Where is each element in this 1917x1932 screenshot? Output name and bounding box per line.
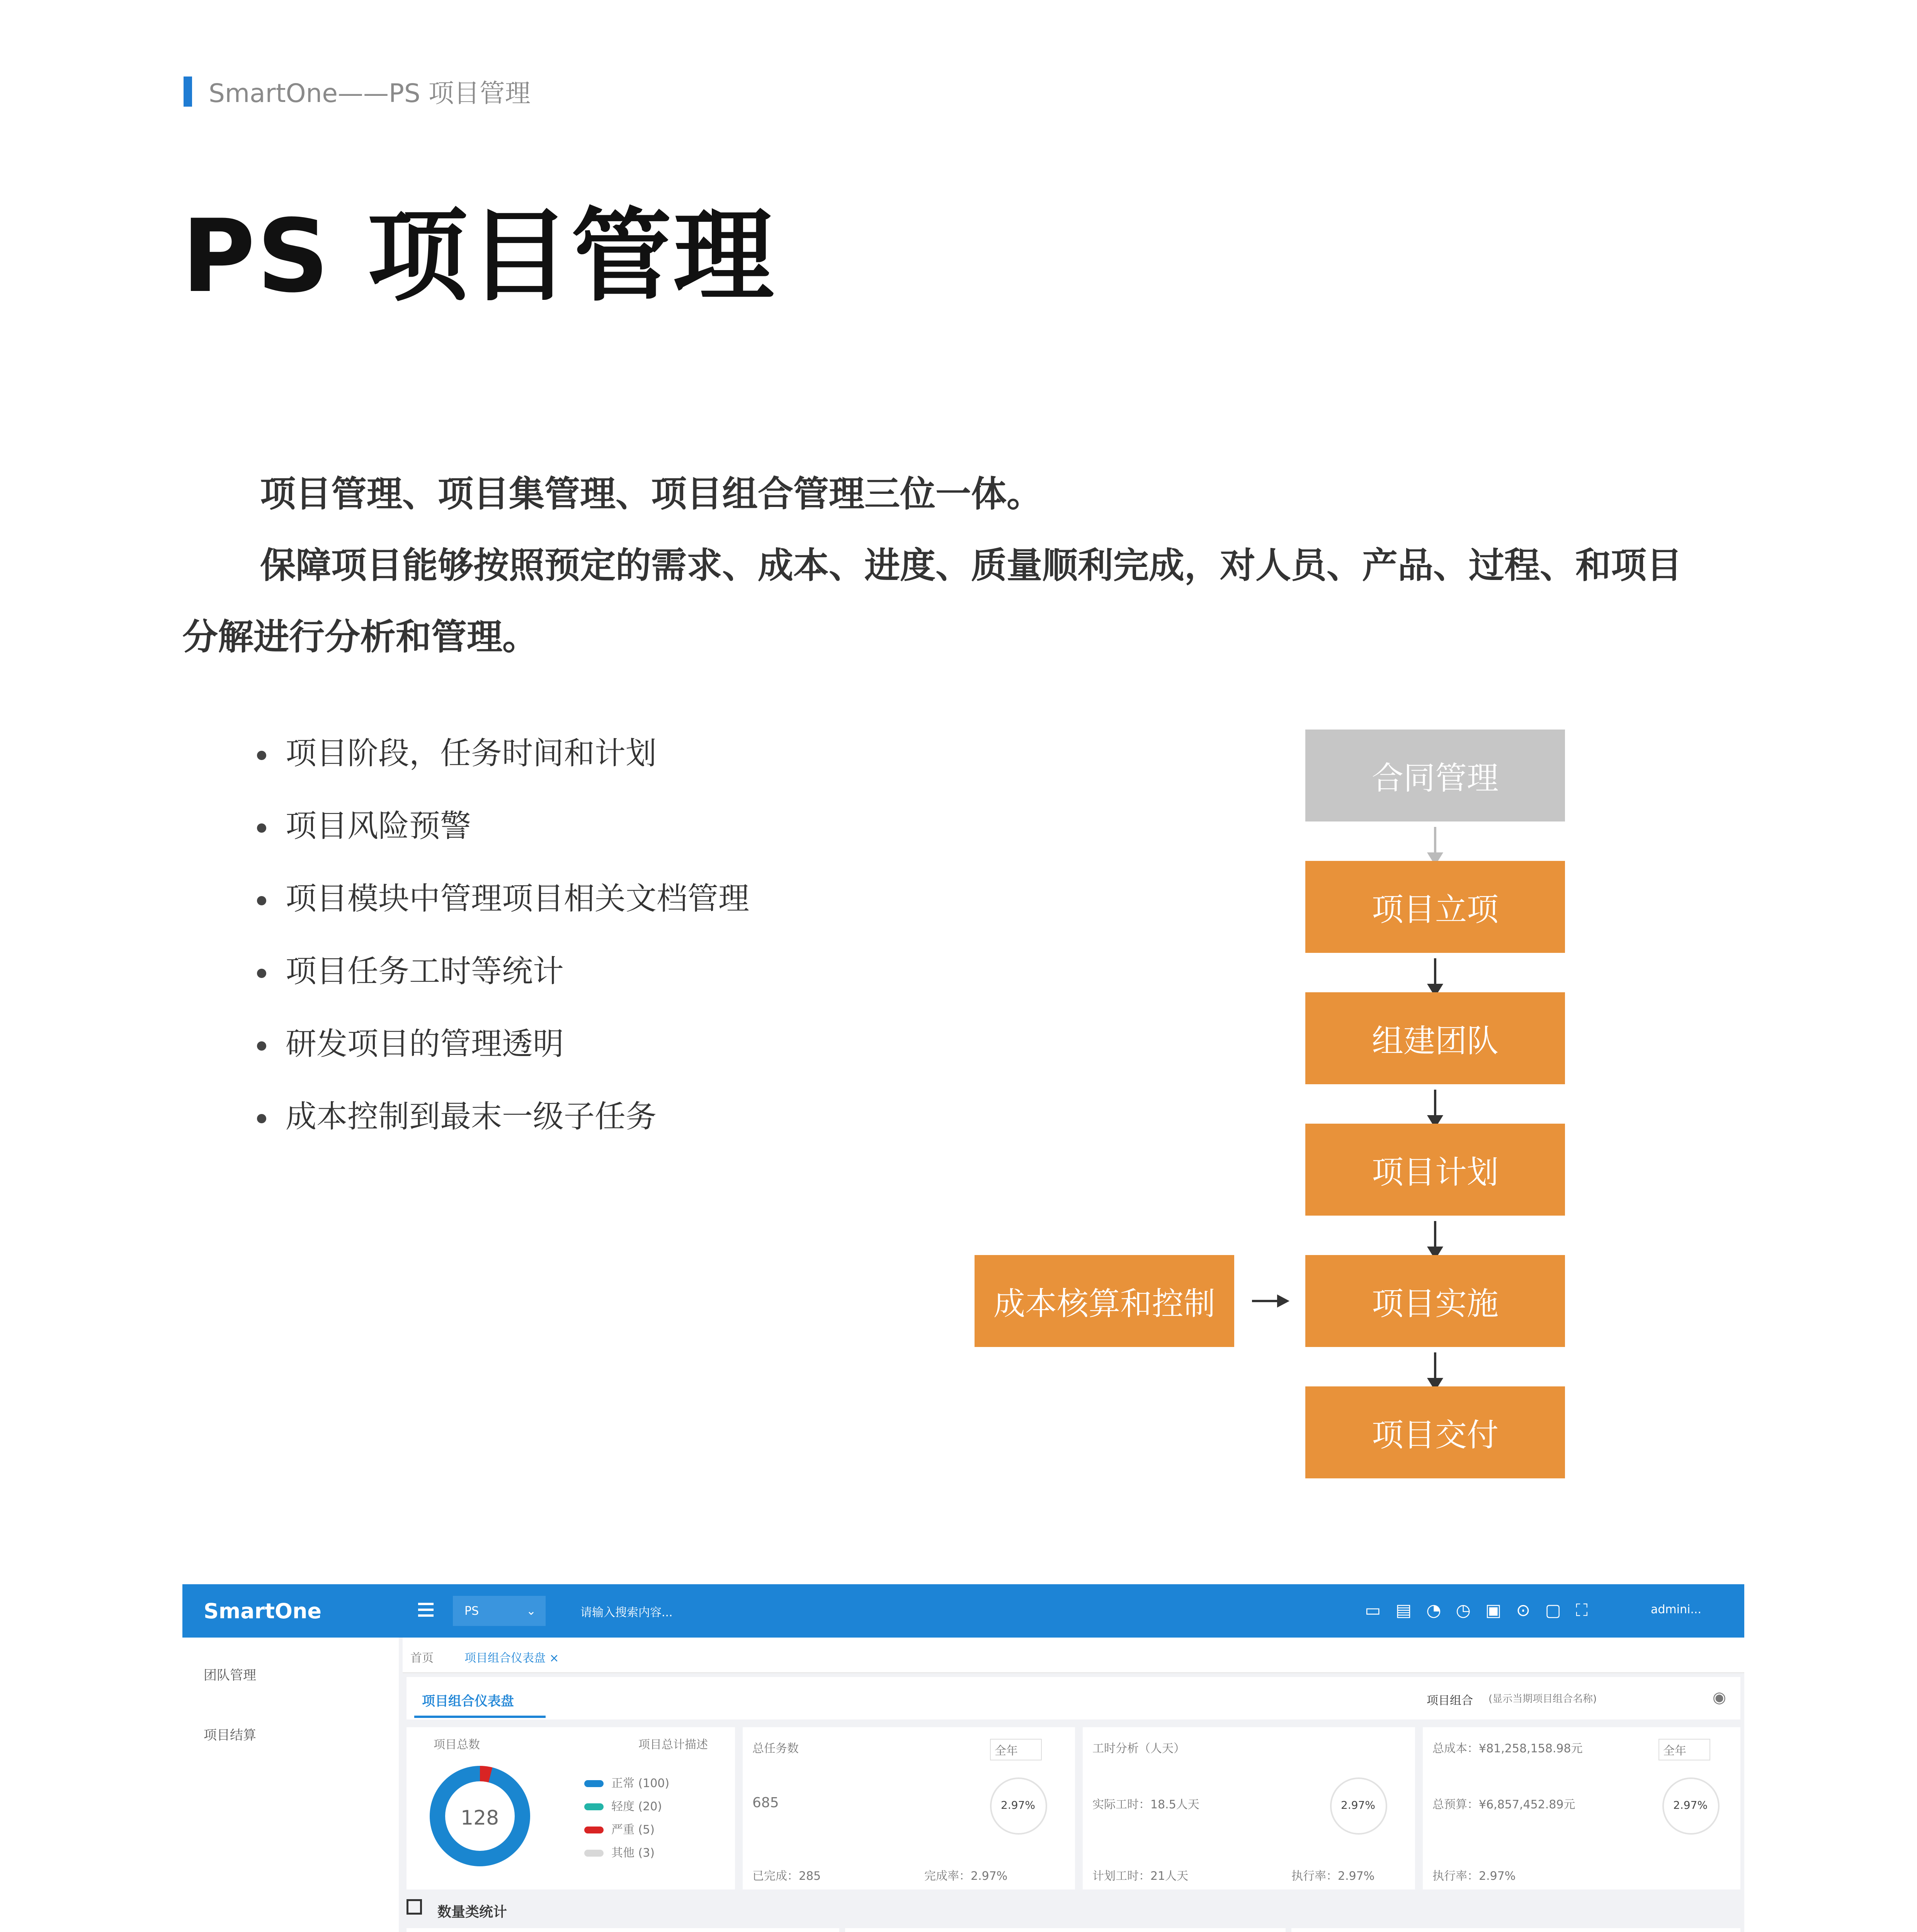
legend-severe: 严重 (5) (584, 1820, 655, 1837)
toolbar-icons[interactable]: ▭▤◔◷▣⊙▢⛶ (1365, 1600, 1602, 1620)
cost-card (1423, 1727, 1740, 1889)
section-quantity-title: 数量类统计 (437, 1904, 507, 1920)
chart-type-panel (407, 1928, 839, 1932)
intro-line-3: 分解进行分析和管理。 (182, 616, 538, 658)
tasks-period-select[interactable]: 全年 (990, 1739, 1042, 1760)
flow-arrow (1434, 958, 1436, 985)
flow-step-execution: 项目实施 (1305, 1255, 1565, 1347)
page-title: PS 项目管理 (182, 198, 776, 315)
cost-period-select[interactable]: 全年 (1658, 1739, 1710, 1760)
tasks-done: 已完成：285 (752, 1869, 821, 1883)
user-menu[interactable]: admini... (1651, 1603, 1701, 1616)
search-input[interactable]: 请输入搜索内容... (580, 1606, 673, 1619)
bullet-item: 研发项目的管理透明 (257, 1019, 564, 1063)
overview-card (407, 1727, 735, 1889)
dashboard-screenshot (182, 1584, 1744, 1932)
flow-arrow (1434, 1352, 1436, 1379)
tab-bar (407, 1677, 1740, 1719)
chart-level-panel (845, 1928, 1286, 1932)
cost-rate: 2.97% (1673, 1799, 1708, 1811)
cost-total: 总成本：¥81,258,158.98元 (1432, 1742, 1583, 1755)
flow-step-contract: 合同管理 (1305, 730, 1565, 821)
flow-step-plan: 项目计划 (1305, 1124, 1565, 1216)
portfolio-select[interactable]: (显示当期项目组合名称) (1488, 1693, 1597, 1705)
top-bar (182, 1584, 1744, 1638)
tab-dashboard[interactable]: 项目组合仪表盘 (422, 1694, 514, 1709)
main-area (403, 1677, 1744, 1932)
section-stats-icon (407, 1899, 422, 1915)
hours-exec: 执行率：2.97% (1291, 1869, 1375, 1883)
tasks-card (743, 1727, 1075, 1889)
cost-exec: 执行率：2.97% (1432, 1869, 1516, 1883)
hours-plan: 计划工时：21人天 (1092, 1869, 1189, 1883)
bullet-dot-icon (257, 751, 266, 760)
breadcrumb-home[interactable]: 首页 (410, 1651, 434, 1665)
flow-step-initiation: 项目立项 (1305, 861, 1565, 953)
legend-normal: 正常 (100) (584, 1774, 669, 1791)
hours-rate: 2.97% (1341, 1799, 1375, 1811)
overview-total: 128 (461, 1806, 499, 1830)
bullet-dot-icon (257, 823, 266, 833)
breadcrumb (403, 1638, 1744, 1673)
bullet-item: 成本控制到最末一级子任务 (257, 1092, 657, 1136)
flow-side-arrowhead-icon (1277, 1294, 1289, 1308)
chevron-down-icon: ⌄ (526, 1604, 536, 1618)
breadcrumb-tab[interactable]: 项目组合仪表盘 × (464, 1651, 559, 1665)
tasks-title: 总任务数 (752, 1742, 799, 1755)
chart-status-panel (1291, 1928, 1740, 1932)
hours-title: 工时分析（人天） (1092, 1742, 1185, 1755)
bullet-item: 项目阶段，任务时间和计划 (257, 728, 657, 773)
brand-logo: SmartOne (204, 1599, 322, 1623)
bullet-dot-icon (257, 1114, 266, 1123)
flow-side-arrow (1252, 1300, 1279, 1302)
tasks-total: 685 (752, 1795, 779, 1811)
intro-line-1: 项目管理、项目集管理、项目组合管理三位一体。 (260, 473, 1043, 515)
legend-mild: 轻度 (20) (584, 1797, 662, 1814)
flow-step-delivery: 项目交付 (1305, 1386, 1565, 1478)
bullet-item: 项目风险预警 (257, 801, 471, 845)
bullet-item: 项目模块中管理项目相关文档管理 (257, 874, 749, 918)
flow-arrow (1434, 1221, 1436, 1248)
flow-step-team: 组建团队 (1305, 992, 1565, 1084)
legend-other: 其他 (3) (584, 1843, 655, 1860)
hours-actual: 实际工时：18.5人天 (1092, 1798, 1199, 1811)
tab-underline (414, 1716, 546, 1718)
bullet-dot-icon (257, 1041, 266, 1051)
header-accent-bar (184, 77, 192, 107)
sidebar (182, 1638, 399, 1932)
menu-icon[interactable] (418, 1603, 434, 1617)
overview-hint: 项目总计描述 (638, 1738, 708, 1752)
portfolio-label: 项目组合 (1427, 1694, 1473, 1708)
eye-icon[interactable]: ◉ (1713, 1689, 1726, 1706)
hours-card (1083, 1727, 1415, 1889)
module-select[interactable]: PS ⌄ (453, 1596, 546, 1626)
flow-arrow (1434, 827, 1436, 854)
tasks-rate: 2.97% (1001, 1799, 1035, 1811)
bullet-item: 项目任务工时等统计 (257, 946, 564, 991)
running-header: SmartOne——PS 项目管理 (209, 78, 531, 108)
flow-side-cost-control: 成本核算和控制 (975, 1255, 1234, 1347)
cost-budget: 总预算：¥6,857,452.89元 (1432, 1798, 1575, 1811)
tasks-done-rate: 完成率：2.97% (924, 1869, 1008, 1883)
intro-line-2: 保障项目能够按照预定的需求、成本、进度、质量顺利完成，对人员、产品、过程、和项目 (260, 545, 1682, 586)
overview-title: 项目总数 (434, 1738, 480, 1752)
flow-arrow (1434, 1090, 1436, 1117)
sidebar-item-settlement[interactable]: 项目结算 (204, 1728, 256, 1743)
sidebar-item-team[interactable]: 团队管理 (204, 1668, 256, 1683)
bullet-dot-icon (257, 896, 266, 905)
bullet-dot-icon (257, 969, 266, 978)
